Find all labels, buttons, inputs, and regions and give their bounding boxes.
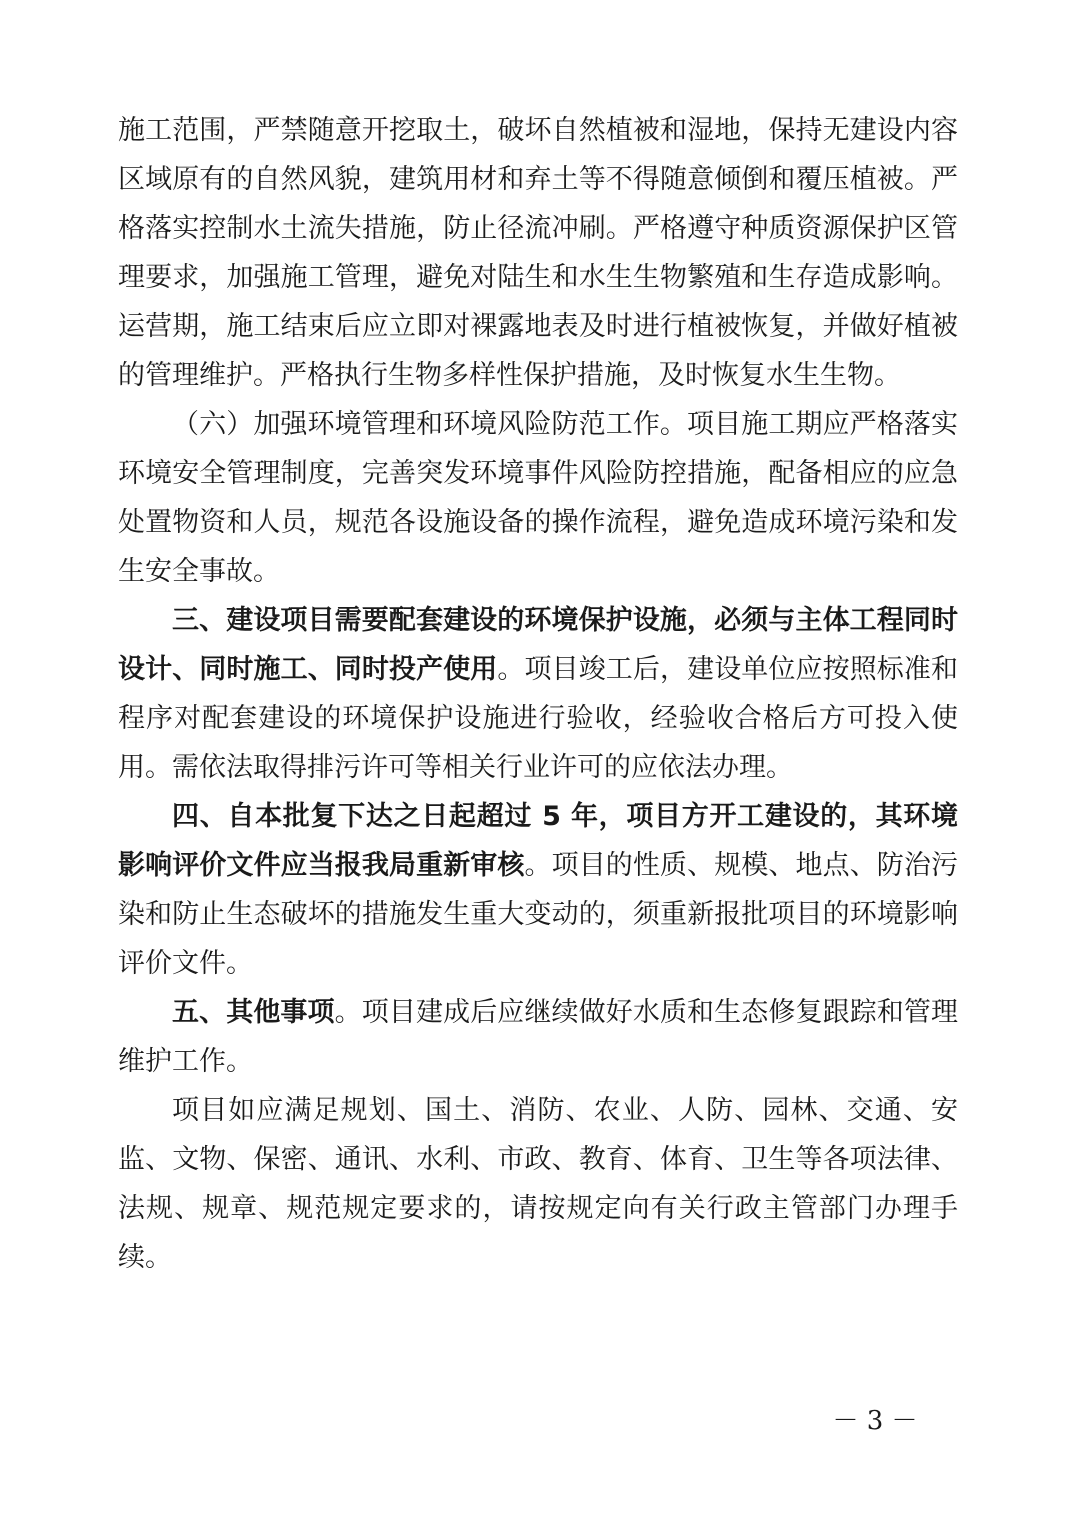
paragraph-text: 。项目竣工后，建设单位应按照标准和程序对配套建设的环境保护设施进行验收，经验收合格后方可投入使用。需依法取得排污许可等相关行业许可的应依法办理。 [118,654,959,783]
paragraph-text: 项目如应满足规划、国土、消防、农业、人防、园林、交通、安监、文物、保密、通讯、水利、市政、教育、体育、卫生等各项法律、法规、规章、规范规定要求的，请按规定向有关行政主管部门办理手续。 [118,1095,958,1273]
paragraph-other-requirements [118,1086,958,1282]
page-number: － 3 － [832,1406,918,1436]
paragraph-text: 。项目建成后应继续做好水质和生态修复跟踪和管理维护工作。 [118,997,959,1077]
section-heading: 五、其他事项 [172,997,335,1028]
section-heading: 四、自本批复下达之日起超过 5 年，项目方开工建设的，其环境影响评价文件应当报我局重新审核 [118,801,958,881]
paragraph-text: 。项目的性质、规模、地点、防治污染和防止生态破坏的措施发生重大变动的，须重新报批项目的环境影响评价文件。 [118,850,958,979]
paragraph-environmental-risk [118,400,958,596]
paragraph-section-five [118,988,958,1086]
section-heading: 三、建设项目需要配套建设的环境保护设施，必须与主体工程同时设计、同时施工、同时投产使用 [118,605,958,685]
paragraph-section-three [118,596,958,792]
document-body [118,106,958,1282]
paragraph-text: （六）加强环境管理和环境风险防范工作。项目施工期应严格落实环境安全管理制度，完善突发环境事件风险防控措施，配备相应的应急处置物资和人员，规范各设施设备的操作流程，避免造成环境污染和发生安全事故。 [118,409,958,587]
paragraph-section-four [118,792,958,988]
paragraph-ecology-protection [118,106,958,400]
paragraph-text: 施工范围，严禁随意开挖取土，破坏自然植被和湿地，保持无建设内容区域原有的自然风貌，建筑用材和弃土等不得随意倾倒和覆压植被。严格落实控制水土流失措施，防止径流冲刷。严格遵守种质资源保护区管理要求，加强施工管理，避免对陆生和水生生物繁殖和生存造成影响。运营期，施工结束后应立即对裸露地表及时进行植被恢复，并做好植被的管理维护。严格执行生物多样性保护措施，及时恢复水生生物。 [118,115,958,391]
